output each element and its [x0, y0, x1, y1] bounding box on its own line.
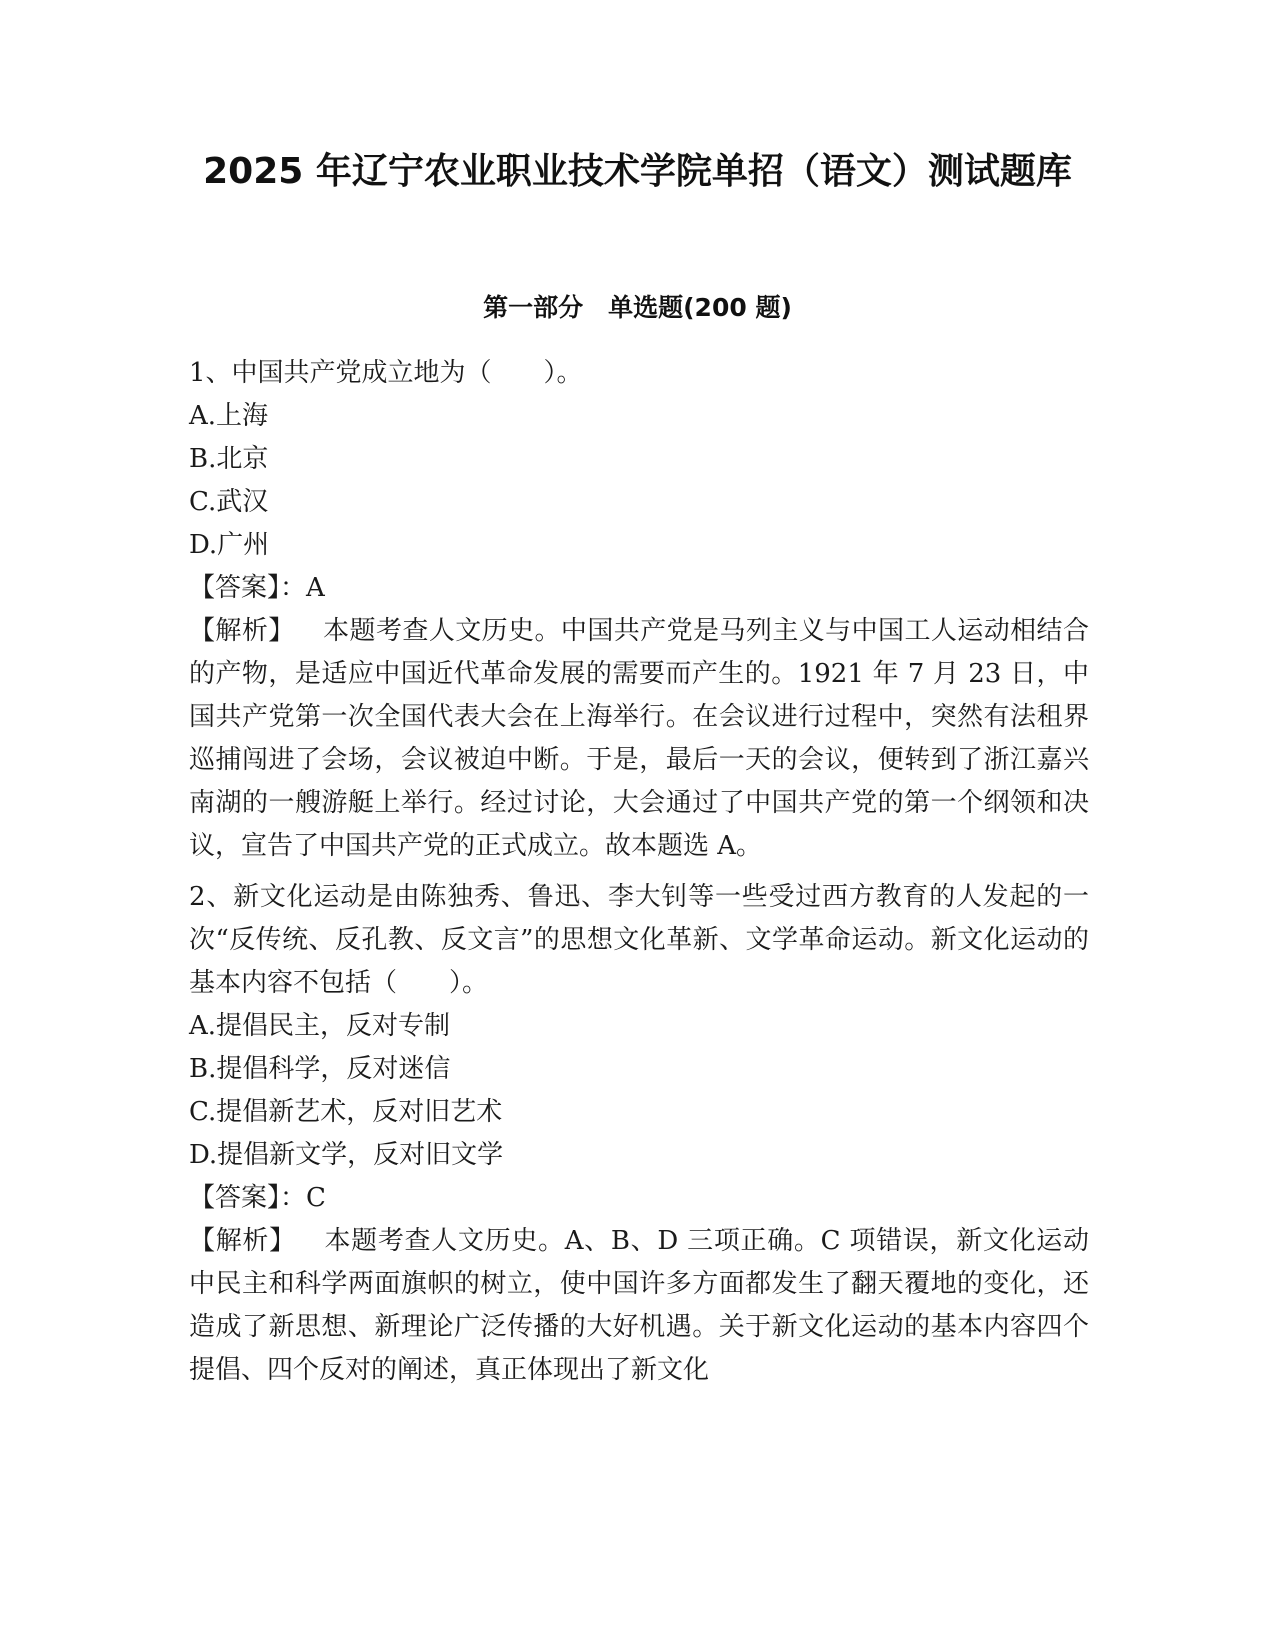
answer-label: 【答案】： [189, 573, 307, 603]
analysis-label: 【解析】 [189, 1226, 296, 1256]
answer-value: A [306, 573, 325, 603]
option-d: D.广州 [189, 530, 270, 560]
analysis-text: 本题考查人文历史。中国共产党是马列主义与中国工人运动相结合的产物，是适应中国近代革命发展的需要而产生的。1921 年 7 月 23 日，中国共产党第一次全国代表大会在上海举行。在会议进行过程中，突然有法租界巡捕闯进了会场，会议被迫中断。于是，最后一天的会议，便转到了浙江嘉兴南湖的一艘游艇上举行。经过讨论，大会通过了中国共产党的第一个纲领和决议，宣告了中国共产党的正式成立。故本题选 A。 [189, 616, 1089, 861]
analysis-label: 【解析】 [189, 616, 295, 646]
section-heading: 第一部分 单选题(200 题) [483, 293, 792, 322]
question-item [189, 352, 1089, 868]
question-item [189, 876, 1089, 1392]
question-stem: 2、新文化运动是由陈独秀、鲁迅、李大钊等一些受过西方教育的人发起的一次“反传统、反孔教、反文言”的思想文化革新、文学革命运动。新文化运动的基本内容不包括（ ）。 [189, 882, 1089, 998]
answer-label: 【答案】： [189, 1183, 307, 1213]
option-c: C.武汉 [189, 487, 269, 517]
option-d: D.提倡新文学，反对旧文学 [189, 1140, 504, 1170]
option-c: C.提倡新艺术，反对旧艺术 [189, 1097, 503, 1127]
document-title: 2025 年辽宁农业职业技术学院单招（语文）测试题库 [203, 151, 1072, 192]
analysis-paragraph [189, 1220, 1089, 1392]
answer-value: C [306, 1183, 326, 1213]
option-b: B.提倡科学，反对迷信 [189, 1054, 451, 1084]
analysis-paragraph [189, 610, 1089, 868]
option-a: A.上海 [189, 401, 269, 431]
analysis-text: 本题考查人文历史。A、B、D 三项正确。C 项错误，新文化运动中民主和科学两面旗帜的树立，使中国许多方面都发生了翻天覆地的变化，还造成了新思想、新理论广泛传播的大好机遇。关于新文化运动的基本内容四个提倡、四个反对的阐述，真正体现出了新文化 [189, 1226, 1089, 1385]
question-list [189, 352, 1089, 1400]
option-a: A.提倡民主，反对专制 [189, 1011, 451, 1041]
question-stem: 1、中国共产党成立地为（ ）。 [189, 358, 583, 388]
option-b: B.北京 [189, 444, 269, 474]
answer-line [189, 1177, 1089, 1220]
answer-line [189, 567, 1089, 610]
